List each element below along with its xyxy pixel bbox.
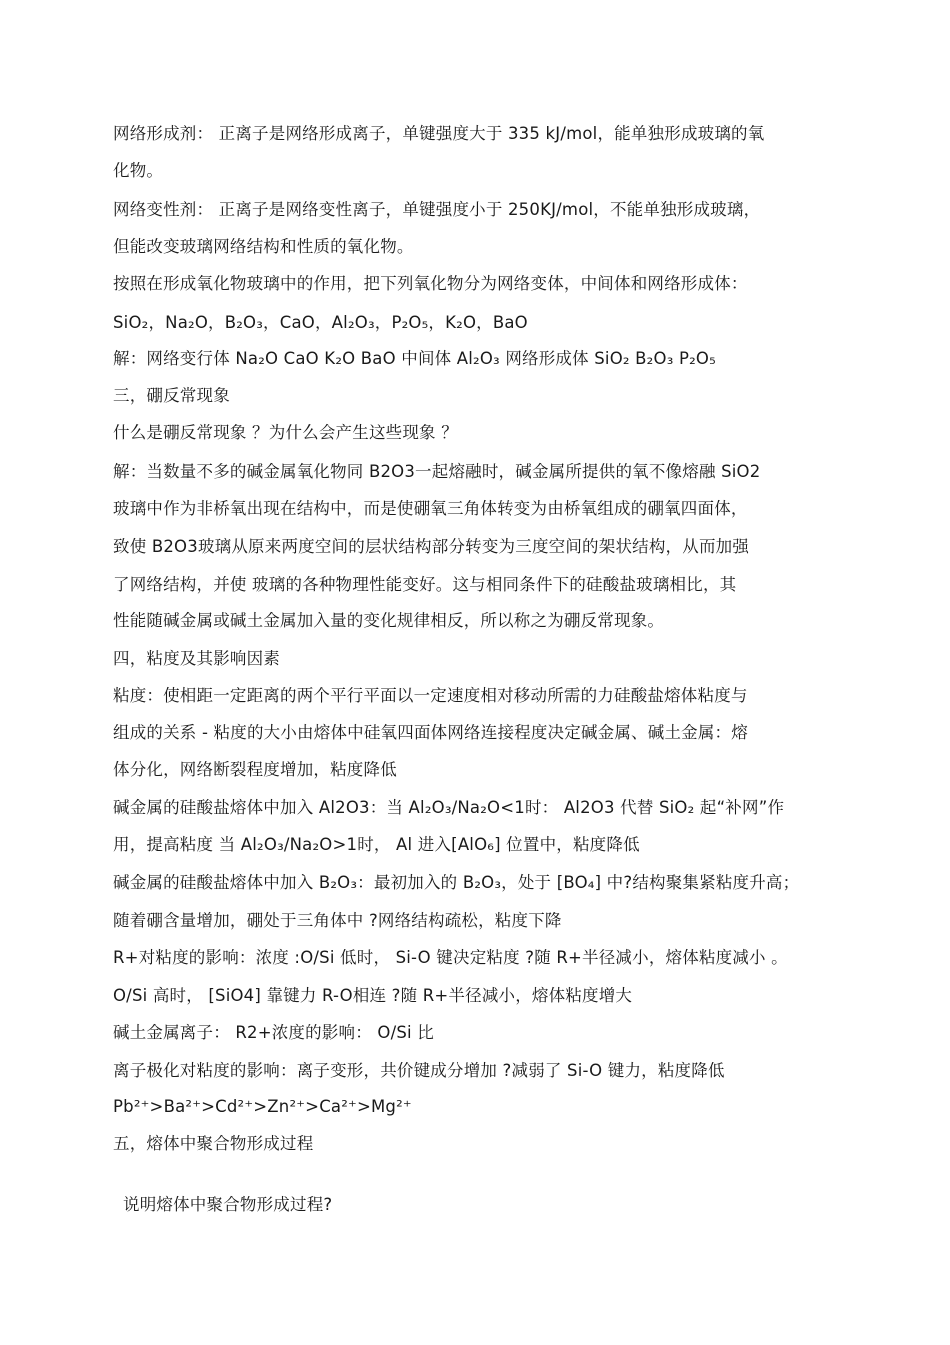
section-heading: 五，熔体中聚合物形成过程 [113, 1134, 314, 1153]
text-line: 网络形成剂： 正离子是网络形成离子，单键强度大于 335 kJ/mol，能单独形成玻璃的氧 [113, 124, 765, 143]
text-line: 玻璃中作为非桥氧出现在结构中，而是使硼氧三角体转变为由桥氧组成的硼氧四面体， [113, 499, 748, 518]
text-line: 粘度：使相距一定距离的两个平行平面以一定速度相对移动所需的力硅酸盐熔体粘度与 [113, 686, 748, 705]
text-line: 用，提高粘度 当 Al₂O₃/Na₂O>1时， Al 进入[AlO₆] 位置中，粘度降低 [113, 835, 640, 854]
text-line: 随着硼含量增加，硼处于三角体中 ?网络结构疏松，粘度下降 [113, 911, 562, 930]
ion-sequence: Pb²⁺>Ba²⁺>Cd²⁺>Zn²⁺>Ca²⁺>Mg²⁺ [113, 1097, 412, 1116]
text-line: 了网络结构，并使 玻璃的各种物理性能变好。这与相同条件下的硅酸盐玻璃相比，其 [113, 575, 737, 594]
text-line: R+对粘度的影响：浓度 :O/Si 低时， Si-O 键决定粘度 ?随 R+半径减小，熔体粘度减小 。 [113, 948, 788, 967]
text-line: 离子极化对粘度的影响：离子变形，共价键成分增加 ?减弱了 Si-O 键力，粘度降低 [113, 1061, 725, 1080]
text-line: 按照在形成氧化物玻璃中的作用，把下列氧化物分为网络变体，中间体和网络形成体： [113, 274, 748, 293]
section-heading: 四，粘度及其影响因素 [113, 649, 280, 668]
text-line: 化物。 [113, 161, 164, 180]
text-line: 碱金属的硅酸盐熔体中加入 B₂O₃：最初加入的 B₂O₃，处于 [BO₄] 中?结构聚集紧粘度升高； [113, 873, 800, 892]
text-line: O/Si 高时， [SiO4] 靠键力 R-O相连 ?随 R+半径减小，熔体粘度增大 [113, 986, 633, 1005]
text-line: 组成的关系 - 粘度的大小由熔体中硅氧四面体网络连接程度决定碱金属、碱土金属：熔 [113, 723, 748, 742]
text-line: 碱土金属离子： R2+浓度的影响： O/Si 比 [113, 1023, 434, 1042]
question-line: 说明熔体中聚合物形成过程? [123, 1195, 333, 1214]
text-line: 致使 B2O3玻璃从原来两度空间的层状结构部分转变为三度空间的架状结构，从而加强 [113, 537, 750, 556]
question-line: 什么是硼反常现象 ？为什么会产生这些现象 ？ [113, 423, 458, 442]
text-line: 性能随碱金属或碱土金属加入量的变化规律相反，所以称之为硼反常现象。 [113, 611, 665, 630]
text-line: 但能改变玻璃网络结构和性质的氧化物。 [113, 237, 414, 256]
text-line: 体分化，网络断裂程度增加，粘度降低 [113, 760, 397, 779]
section-heading: 三，硼反常现象 [113, 386, 230, 405]
text-line: 网络变性剂： 正离子是网络变性离子，单键强度小于 250KJ/mol，不能单独形成玻璃， [113, 200, 761, 219]
text-line: SiO₂，Na₂O，B₂O₃，CaO，Al₂O₃，P₂O₅，K₂O，BaO [113, 313, 528, 332]
text-line: 解：当数量不多的碱金属氧化物同 B2O3一起熔融时，碱金属所提供的氧不像熔融 SiO2 [113, 462, 761, 481]
text-line: 碱金属的硅酸盐熔体中加入 Al2O3：当 Al₂O₃/Na₂O<1时： Al2O3 代替 SiO₂ 起“补网”作 [113, 798, 785, 817]
text-line: 解：网络变行体 Na₂O CaO K₂O BaO 中间体 Al₂O₃ 网络形成体 SiO₂ B₂O₃ P₂O₅ [113, 349, 716, 368]
